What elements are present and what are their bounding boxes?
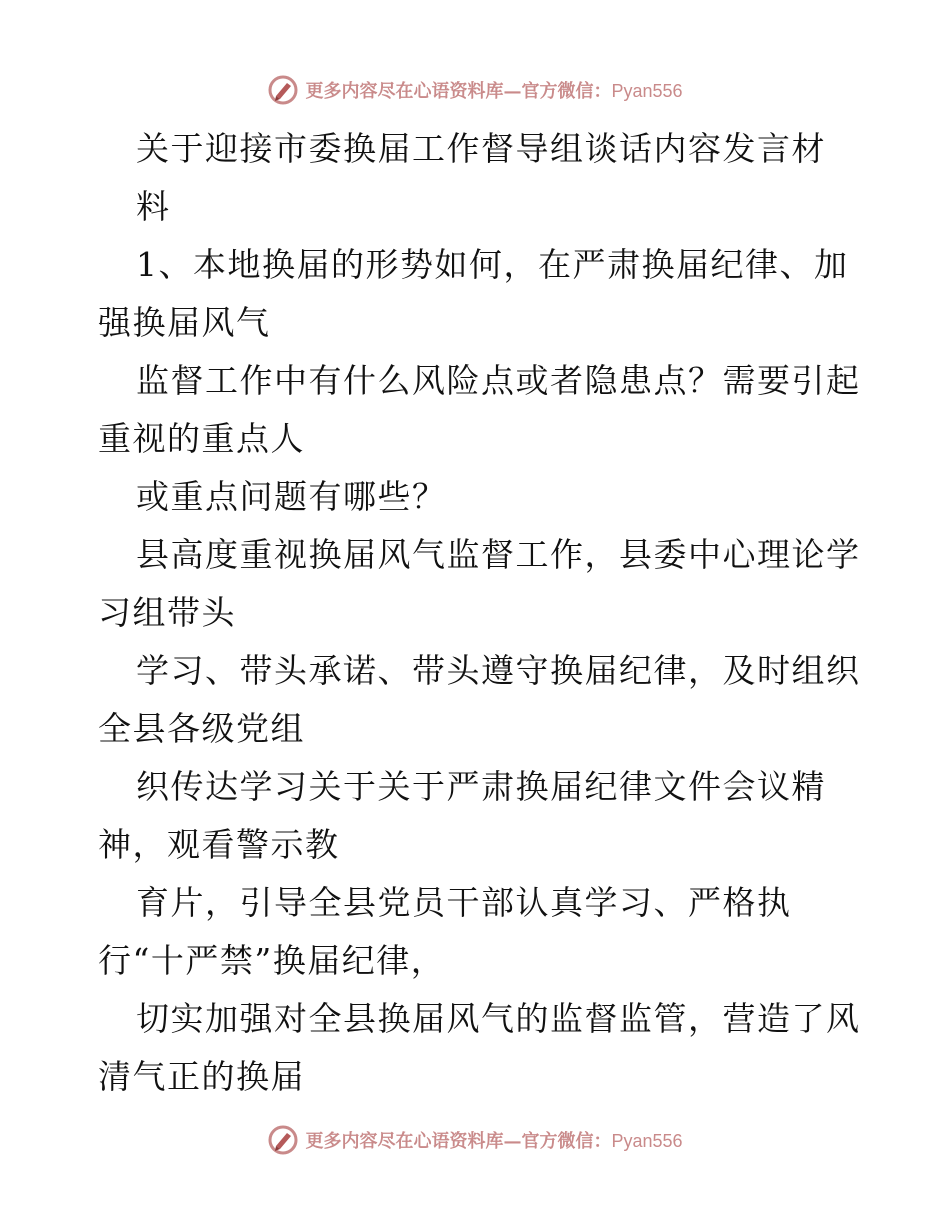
pen-logo-icon <box>267 1124 299 1156</box>
watermark-text: 更多内容尽在心语资料库—官方微信：Pyan556 <box>305 1131 683 1152</box>
text-line: 行“十严禁”换届纪律， <box>98 941 446 980</box>
text-line: 强换届风气 <box>98 303 271 342</box>
text-line: 学习、带头承诺、带头遵守换届纪律，及时组织 <box>136 651 861 690</box>
text-line: 全县各级党组 <box>98 709 305 748</box>
text-line: 织传达学习关于关于严肃换届纪律文件会议精 <box>136 767 826 806</box>
text-line: 神，观看警示教 <box>98 825 340 864</box>
text-line: 育片，引导全县党员干部认真学习、严格执 <box>136 883 792 922</box>
watermark-text: 更多内容尽在心语资料库—官方微信：Pyan556 <box>305 81 683 102</box>
text-line: 或重点问题有哪些？ <box>136 477 447 516</box>
text-line: 县高度重视换届风气监督工作，县委中心理论学 <box>136 535 861 574</box>
text-line: 重视的重点人 <box>98 419 305 458</box>
text-line: 监督工作中有什么风险点或者隐患点？需要引起 <box>136 361 861 400</box>
pen-logo-icon <box>267 74 299 106</box>
document-body <box>98 120 861 1106</box>
text-line: 料 <box>136 187 171 226</box>
text-line: 切实加强对全县换届风气的监督监管，营造了风 <box>136 999 861 1038</box>
watermark-header <box>0 72 950 108</box>
text-line: 关于迎接市委换届工作督导组谈话内容发言材 <box>136 129 826 168</box>
text-line: 习组带头 <box>98 593 236 632</box>
text-line: 1、本地换届的形势如何，在严肃换届纪律、加 <box>136 245 849 284</box>
text-line: 清气正的换届 <box>98 1057 305 1096</box>
watermark-footer <box>0 1122 950 1158</box>
